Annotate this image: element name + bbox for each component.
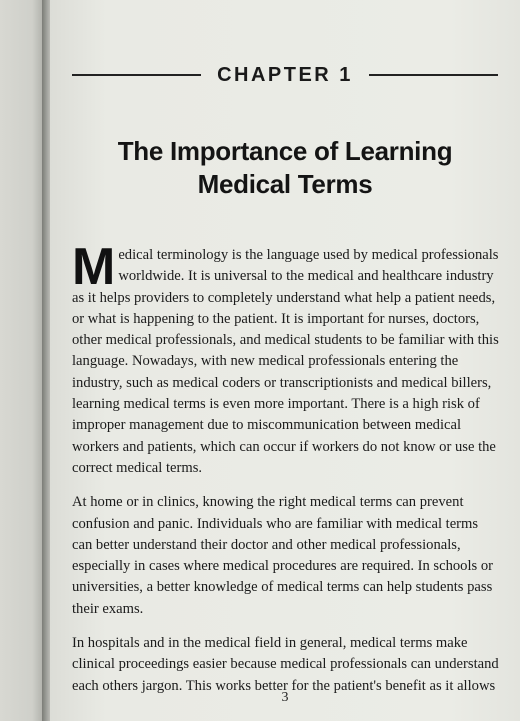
chapter-rule-left (72, 74, 201, 76)
chapter-title (72, 135, 498, 201)
chapter-label: CHAPTER 1 (217, 63, 353, 86)
chapter-rule-right (369, 74, 498, 76)
chapter-title-line-1: The Importance of Learning (117, 136, 453, 166)
adjacent-page-edge (0, 0, 46, 721)
paragraph-text: edical terminology is the language used by medical professionals worldwide. It is universal to the medical and healthcare industry as it helps providers to completely understand what help a patient needs, or what is happening to the patient. It is important for nurses, doctors, other medical professionals, and medical students to be familiar with this language. Nowadays, with new medical professionals entering the industry, such as medical coders or transcriptionists and medical billers, learning medical terms is even more important. There is a high risk of improper management due to miscommunication between medical workers and patients, which can occur if workers do not know or use the correct medical terms. (72, 247, 499, 476)
drop-cap: M (72, 238, 116, 296)
chapter-heading (72, 63, 498, 87)
paragraph: At home or in clinics, knowing the right medical terms can prevent confusion and panic. Individuals who are familiar with medical terms can better understand their doctor and other medical professionals, especially in cases where medical procedures are required. In schools or universities, a better knowledge of medical terms can help students pass their exams. (72, 494, 494, 617)
chapter-title-line-2: Medical Terms (197, 169, 373, 199)
body-text (72, 238, 500, 710)
book-page (50, 0, 520, 721)
paragraph: In hospitals and in the medical field in general, medical terms make clinical proceedings easier because medical professionals can understand each others jargon. This works better for the patient's benefit as it allows (72, 635, 499, 694)
paragraph (72, 238, 500, 479)
page-number: 3 (281, 690, 289, 705)
